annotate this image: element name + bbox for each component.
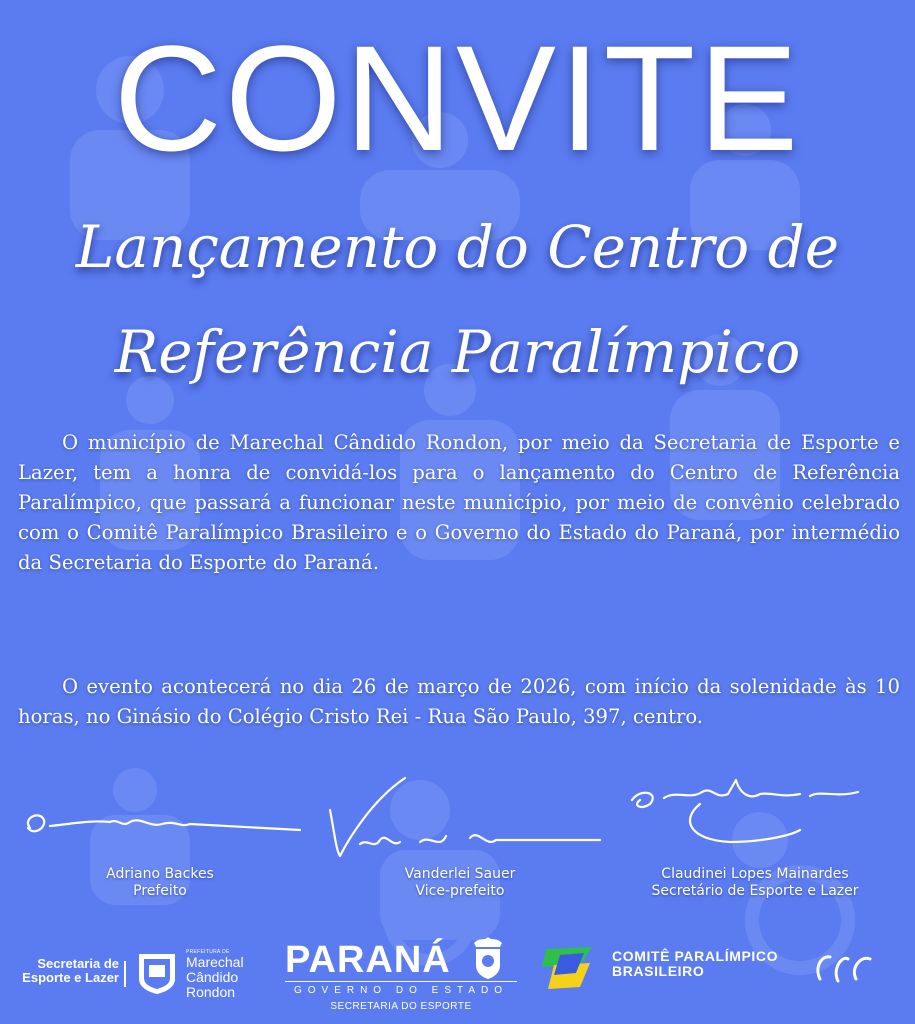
invitation-paragraph-1: O município de Marechal Cândido Rondon, por meio da Secretaria de Esporte e Lazer, tem a honra de convidá-los para o lançamento do Centro de Referência Paralímpico, que passará a funcionar neste município, por meio de convênio celebrado com o Comitê Paralímpico Brasileiro e o Governo do Estado do Paraná, por intermédio da Secretaria do Esporte do Paraná.	[18, 431, 900, 574]
signature-adriano-icon	[28, 815, 300, 831]
signatures-graphic	[0, 770, 915, 870]
subtitle-line-2: Referência Paralímpico	[114, 318, 801, 386]
signature-block-secretary	[610, 866, 900, 900]
signature-role: Prefeito	[133, 883, 187, 899]
footer-logos	[0, 935, 915, 1020]
signature-name: Adriano Backes	[106, 866, 214, 882]
logo-divider	[124, 961, 126, 987]
logo-parana: PARANÁ GOVERNO DO ESTADO SECRETARIA DO ESPORTE	[285, 940, 517, 1016]
signature-role: Secretário de Esporte e Lazer	[651, 883, 859, 899]
page-title: CONVITE	[113, 14, 802, 182]
signature-name: Vanderlei Sauer	[404, 866, 516, 882]
logo-city: PREFEITURA DE Marechal Cândido Rondon	[186, 949, 244, 1000]
signature-vanderlei-icon	[330, 778, 600, 856]
subtitle-line-1: Lançamento do Centro de	[75, 213, 840, 281]
logo-secretaria-esporte: Secretaria de Esporte e Lazer	[22, 956, 119, 985]
signature-block-mayor	[50, 866, 270, 900]
signature-name: Claudinei Lopes Mainardes	[661, 866, 849, 882]
city-crest-icon	[136, 951, 178, 995]
cpb-mark-icon	[540, 943, 598, 991]
invitation-paragraph-2: O evento acontecerá no dia 26 de março de 2026, com início da solenidade às 10 horas, no Ginásio do Colégio Cristo Rei - Rua São Paulo, 397, centro.	[18, 675, 900, 728]
signature-claudinei-icon	[632, 780, 858, 842]
signature-role: Vice-prefeito	[415, 883, 505, 899]
parana-emblem-icon	[470, 935, 506, 981]
logo-cpb: COMITÊ PARALÍMPICO BRASILEIRO	[612, 948, 779, 979]
signature-block-vice-mayor	[345, 866, 575, 900]
agitos-icon	[810, 947, 880, 987]
